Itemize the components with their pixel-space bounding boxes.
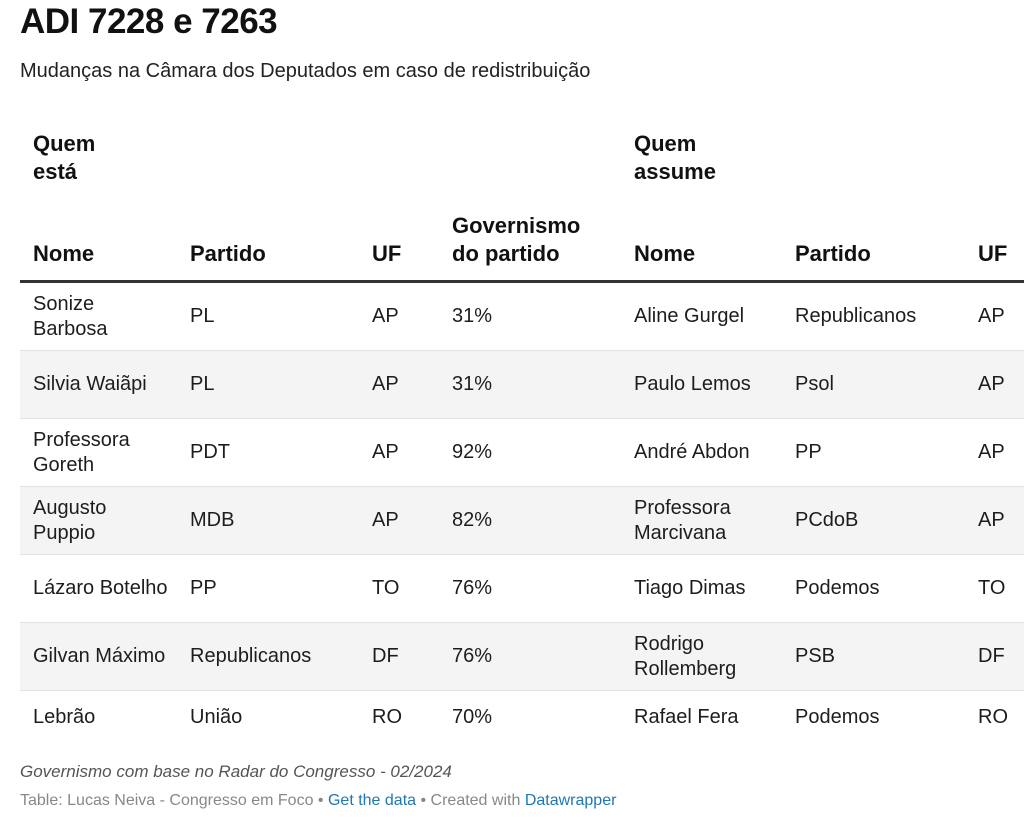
table-body xyxy=(20,283,1024,743)
col-header-nome-left[interactable]: Nome xyxy=(33,241,95,266)
cell-uf-esta: AP xyxy=(372,373,399,395)
cell-uf-assume: RO xyxy=(978,705,1008,728)
cell-partido-assume: PP xyxy=(795,441,822,463)
cell-partido-assume: Republicanos xyxy=(795,305,917,327)
cell-nome-esta: Professora Goreth xyxy=(33,428,130,476)
cell-uf-assume: TO xyxy=(978,577,1006,599)
cell-partido-esta: PL xyxy=(190,373,215,395)
group-header-quem-esta: Quem está xyxy=(33,131,96,184)
get-the-data-link[interactable]: Get the data xyxy=(327,792,417,809)
cell-partido-esta: União xyxy=(190,705,243,728)
cell-governismo: 92% xyxy=(452,441,493,463)
cell-partido-esta: MDB xyxy=(190,509,235,531)
cell-nome-esta: Augusto Puppio xyxy=(33,496,107,544)
cell-nome-assume: Paulo Lemos xyxy=(634,373,751,395)
footer-separator: • xyxy=(313,792,328,809)
cell-governismo: 70% xyxy=(452,705,493,728)
cell-nome-esta: Sonize Barbosa xyxy=(33,292,108,340)
cell-uf-esta: AP xyxy=(372,441,399,463)
cell-governismo: 76% xyxy=(452,577,493,599)
cell-nome-assume: Aline Gurgel xyxy=(634,305,745,327)
col-header-uf-right[interactable]: UF xyxy=(978,241,1008,266)
cell-partido-assume: Podemos xyxy=(795,577,880,599)
col-header-uf-left[interactable]: UF xyxy=(372,241,402,266)
cell-uf-esta: RO xyxy=(372,705,402,728)
cell-governismo: 31% xyxy=(452,373,493,395)
cell-nome-esta: Lebrão xyxy=(33,705,96,728)
cell-uf-assume: AP xyxy=(978,305,1005,327)
cell-nome-assume: Professora Marcivana xyxy=(634,496,731,544)
cell-partido-esta: PDT xyxy=(190,441,230,463)
cell-uf-esta: TO xyxy=(372,577,400,599)
cell-nome-esta: Silvia Waiãpi xyxy=(33,373,147,395)
table-row xyxy=(20,555,1024,623)
cell-nome-assume: Rafael Fera xyxy=(634,705,739,728)
datawrapper-link[interactable]: Datawrapper xyxy=(524,792,617,809)
cell-uf-assume: DF xyxy=(978,645,1005,667)
col-header-partido-right[interactable]: Partido xyxy=(795,241,871,266)
cell-partido-assume: Podemos xyxy=(795,705,880,728)
col-header-nome-right[interactable]: Nome xyxy=(634,241,696,266)
cell-uf-esta: DF xyxy=(372,645,399,667)
cell-partido-assume: PSB xyxy=(795,645,836,667)
cell-governismo: 31% xyxy=(452,305,493,327)
table-row xyxy=(20,351,1024,419)
cell-governismo: 76% xyxy=(452,645,493,667)
col-header-governismo-line2: do partido xyxy=(452,241,560,266)
footer-source: Table: Lucas Neiva - Congresso em Foco xyxy=(20,792,314,809)
cell-uf-esta: AP xyxy=(372,305,399,327)
col-header-governismo-line1: Governismo xyxy=(452,213,581,238)
table-row xyxy=(20,691,1024,743)
cell-nome-esta: Lázaro Botelho xyxy=(33,577,168,599)
table-row xyxy=(20,623,1024,691)
cell-partido-esta: PL xyxy=(190,305,215,327)
cell-partido-esta: Republicanos xyxy=(190,645,312,667)
chart-notes: Governismo com base no Radar do Congresso - 02/2024 xyxy=(20,762,452,781)
cell-nome-assume: Tiago Dimas xyxy=(634,577,746,599)
footer-separator: • xyxy=(416,792,431,809)
cell-partido-assume: PCdoB xyxy=(795,509,859,531)
cell-uf-assume: AP xyxy=(978,373,1005,395)
cell-nome-assume: André Abdon xyxy=(634,441,750,463)
cell-partido-assume: Psol xyxy=(795,373,834,395)
cell-governismo: 82% xyxy=(452,509,493,531)
cell-nome-esta: Gilvan Máximo xyxy=(33,645,166,667)
cell-nome-assume: Rodrigo Rollemberg xyxy=(634,632,737,680)
table-row xyxy=(20,283,1024,351)
table-row xyxy=(20,419,1024,487)
col-header-governismo[interactable] xyxy=(452,212,580,268)
chart-footer xyxy=(20,792,616,810)
col-header-partido-left[interactable]: Partido xyxy=(190,241,266,266)
cell-partido-esta: PP xyxy=(190,577,217,599)
chart-title: ADI 7228 e 7263 xyxy=(20,2,278,41)
cell-uf-assume: AP xyxy=(978,441,1005,463)
chart-subtitle: Mudanças na Câmara dos Deputados em caso de redistribuição xyxy=(20,60,591,82)
footer-created-with: Created with xyxy=(430,792,521,809)
table-row xyxy=(20,487,1024,555)
group-header-quem-assume: Quem assume xyxy=(634,131,716,184)
cell-uf-assume: AP xyxy=(978,509,1005,531)
cell-uf-esta: AP xyxy=(372,509,399,531)
